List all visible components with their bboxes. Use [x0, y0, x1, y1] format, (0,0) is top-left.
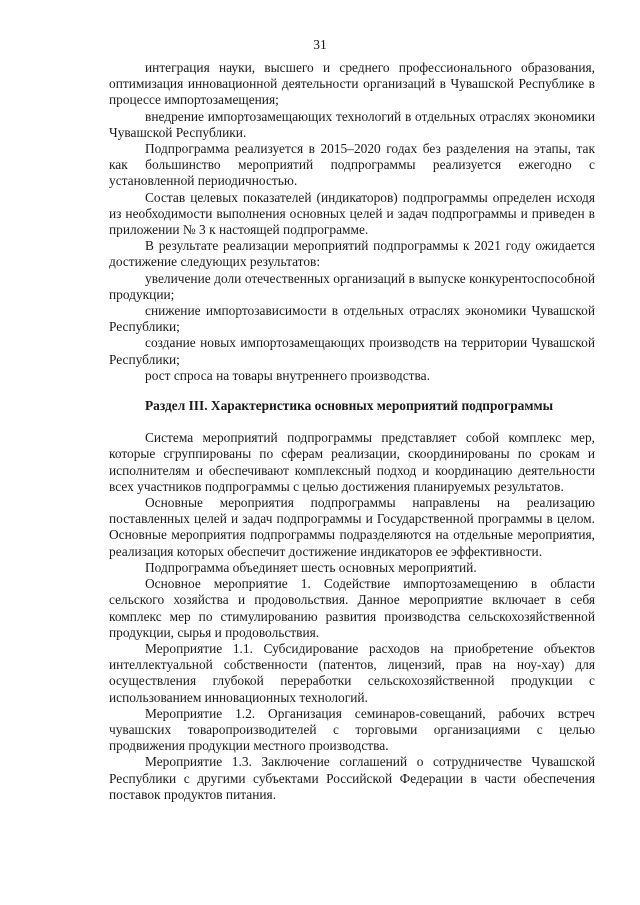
paragraph: Мероприятие 1.1. Субсидирование расходов на приобретение объектов интеллектуальной собственности (патентов, лицензий, прав на ноу-хау) для осуществления глубокой переработки сельскохозяйственной продукции с использованием инновационных технологий.	[109, 640, 595, 705]
paragraph: Состав целевых показателей (индикаторов) подпрограммы определен исходя из необходимости выполнения основных целей и задач подпрограммы и приведен в приложении № 3 к настоящей подпрограмме.	[109, 189, 595, 238]
page-number: 31	[313, 37, 327, 52]
document-body	[109, 60, 595, 803]
paragraph: внедрение импортозамещающих технологий в отдельных отраслях экономики Чувашской Республики.	[109, 108, 595, 140]
paragraph: Подпрограмма реализуется в 2015–2020 годах без разделения на этапы, так как большинство мероприятий подпрограммы реализуется ежегодно с установленной периодичностью.	[109, 141, 595, 189]
paragraph: Мероприятие 1.2. Организация семинаров-совещаний, рабочих встреч чувашских товаропроизводителей с торговыми организациями с целью продвижения продукции местного производства.	[109, 705, 595, 754]
paragraph: Основное мероприятие 1. Содействие импортозамещению в области сельского хозяйства и продовольствия. Данное мероприятие включает в себя комплекс мер по стимулированию развития производства сельскохозяйственной продукции, сырья и продовольствия.	[109, 576, 595, 640]
paragraph: Подпрограмма объединяет шесть основных мероприятий.	[145, 559, 477, 575]
paragraph: рост спроса на товары внутреннего производства.	[145, 367, 430, 383]
paragraph: Система мероприятий подпрограммы представляет собой комплекс мер, которые сгруппированы по сферам реализации, скоординированы по срокам и исполнителям и обеспечивают комплексный подход и координацию деятельности всех участников подпрограммы с целью достижения планируемых результатов.	[109, 430, 595, 494]
paragraph: Мероприятие 1.3. Заключение соглашений о сотрудничестве Чувашской Республики с другими субъектами Российской Федерации в части обеспечения поставок продуктов питания.	[109, 754, 595, 802]
paragraph: Основные мероприятия подпрограммы направлены на реализацию поставленных целей и задач подпрограммы и Государственной программы в целом. Основные мероприятия подпрограммы подразделяются на отдельные мероприятия, реализация которых обеспечит достижение индикаторов ее эффективности.	[109, 495, 595, 559]
paragraph: снижение импортозависимости в отдельных отраслях экономики Чувашской Республики;	[109, 303, 595, 335]
section-heading: Раздел III. Характеристика основных мероприятий подпрограммы	[145, 398, 554, 414]
paragraph: интеграция науки, высшего и среднего профессионального образования, оптимизация инновационной деятельности организаций в Чувашской Республике в процессе импортозамещения;	[109, 60, 595, 108]
paragraph: создание новых импортозамещающих производств на территории Чувашской Республики;	[109, 335, 595, 367]
paragraph: В результате реализации мероприятий подпрограммы к 2021 году ожидается достижение следующих результатов:	[109, 238, 595, 270]
paragraph: увеличение доли отечественных организаций в выпуске конкурентоспособной продукции;	[109, 270, 595, 302]
